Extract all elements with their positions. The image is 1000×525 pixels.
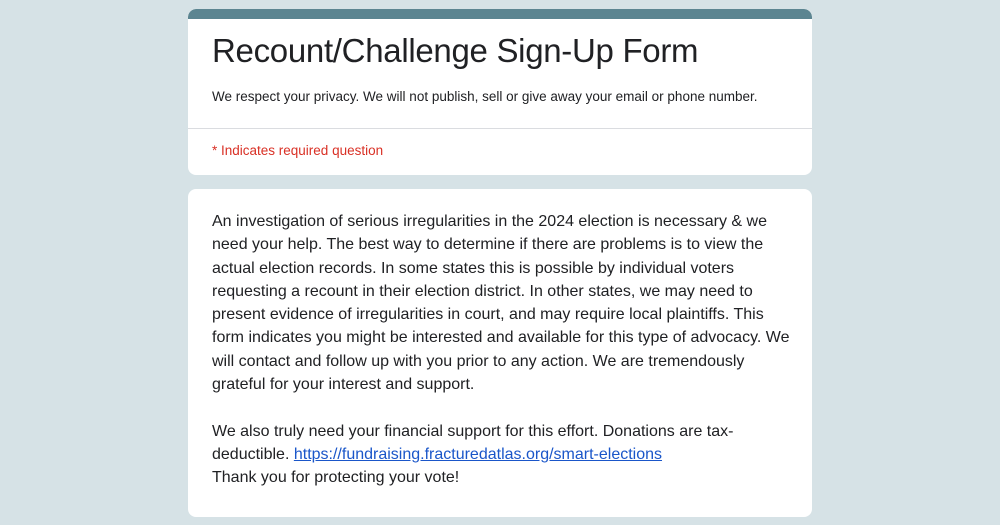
donation-paragraph [212, 420, 797, 490]
header-accent-bar [188, 9, 812, 19]
closing-text: Thank you for protecting your vote! [212, 469, 460, 487]
donation-text: We also truly need your financial support for this effort. Donations are tax-deductible. [212, 422, 734, 463]
form-description: We respect your privacy. We will not publish, sell or give away your email or phone number. [212, 89, 758, 104]
investigation-paragraph: An investigation of serious irregularities in the 2024 election is necessary & we need your help. The best way to determine if there are problems is to view the actual election records. In some states this is possible by individual voters requesting a recount in their election district. In other states, we may need to present evidence of irregularities in court, and may require local plaintiffs. This form indicates you might be interested and available for this type of advocacy. We will contact and follow up with you prior to any action. We are tremendously grateful for your interest and support. [212, 213, 790, 394]
header-divider [188, 128, 812, 129]
form-title: Recount/Challenge Sign-Up Form [212, 32, 699, 69]
donation-link[interactable]: https://fundraising.fracturedatlas.org/smart-elections [293, 445, 663, 463]
form-header-card [188, 9, 812, 175]
required-question-note: * Indicates required question [212, 143, 384, 158]
description-card [188, 189, 812, 517]
